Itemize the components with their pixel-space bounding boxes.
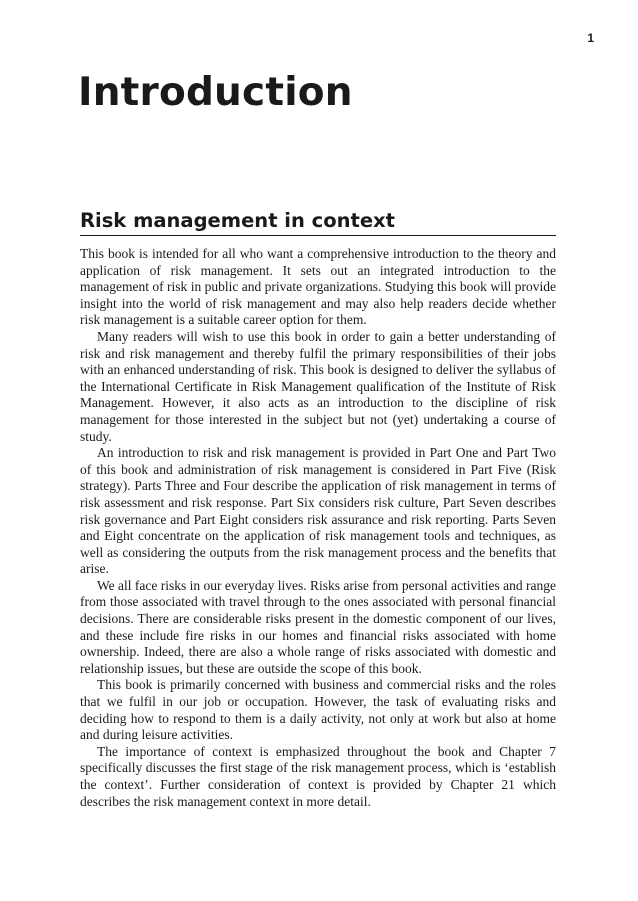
paragraph: An introduction to risk and risk management is provided in Part One and Part Two of this book and administration of risk management is considered in Part Five (Risk strategy). Parts Three and Four describe the application of risk management in terms of risk assessment and risk response. Part Six considers risk culture, Part Seven describes risk governance and Part Eight considers risk assurance and risk reporting. Parts Seven and Eight concentrate on the application of risk management tools and techniques, as well as considering the outputs from the risk management process and the benefits that arise.: [80, 445, 556, 577]
paragraph: Many readers will wish to use this book in order to gain a better understanding of risk and risk management and thereby fulfil the primary responsibilities of their jobs with an enhanced understanding of risk. This book is designed to deliver the syllabus of the International Certificate in Risk Management qualification of the Institute of Risk Management. However, it also acts as an introduction to the discipline of risk management for those interested in the subject but not (yet) undertaking a course of study.: [80, 328, 556, 444]
page-number: 1: [587, 31, 594, 45]
paragraph: This book is primarily concerned with business and commercial risks and the roles that we fulfil in our job or occupation. However, the task of evaluating risks and deciding how to respond to them is a daily activity, not only at work but also at home and during leisure activities.: [80, 677, 556, 743]
paragraph: This book is intended for all who want a comprehensive introduction to the theory and application of risk management. It sets out an integrated introduction to the management of risk in public and private organizations. Studying this book will provide insight into the world of risk management and may also help readers decide whether risk management is a suitable career option for them.: [80, 246, 556, 328]
paragraph: We all face risks in our everyday lives. Risks arise from personal activities and range from those associated with travel through to the ones associated with personal financial decisions. There are considerable risks present in the domestic component of our lives, and these include fire risks in our homes and financial risks associated with home ownership. Indeed, there are also a whole range of risks associated with domestic and relationship issues, but these are outside the scope of this book.: [80, 577, 556, 676]
body-text: [80, 246, 556, 810]
paragraph: The importance of context is emphasized throughout the book and Chapter 7 specifically discusses the first stage of the risk management process, which is ‘establish the context’. Further consideration of context is provided by Chapter 21 which describes the risk management context in more detail.: [80, 743, 556, 809]
section-heading: Risk management in context: [80, 209, 556, 236]
chapter-title: Introduction: [78, 70, 353, 115]
